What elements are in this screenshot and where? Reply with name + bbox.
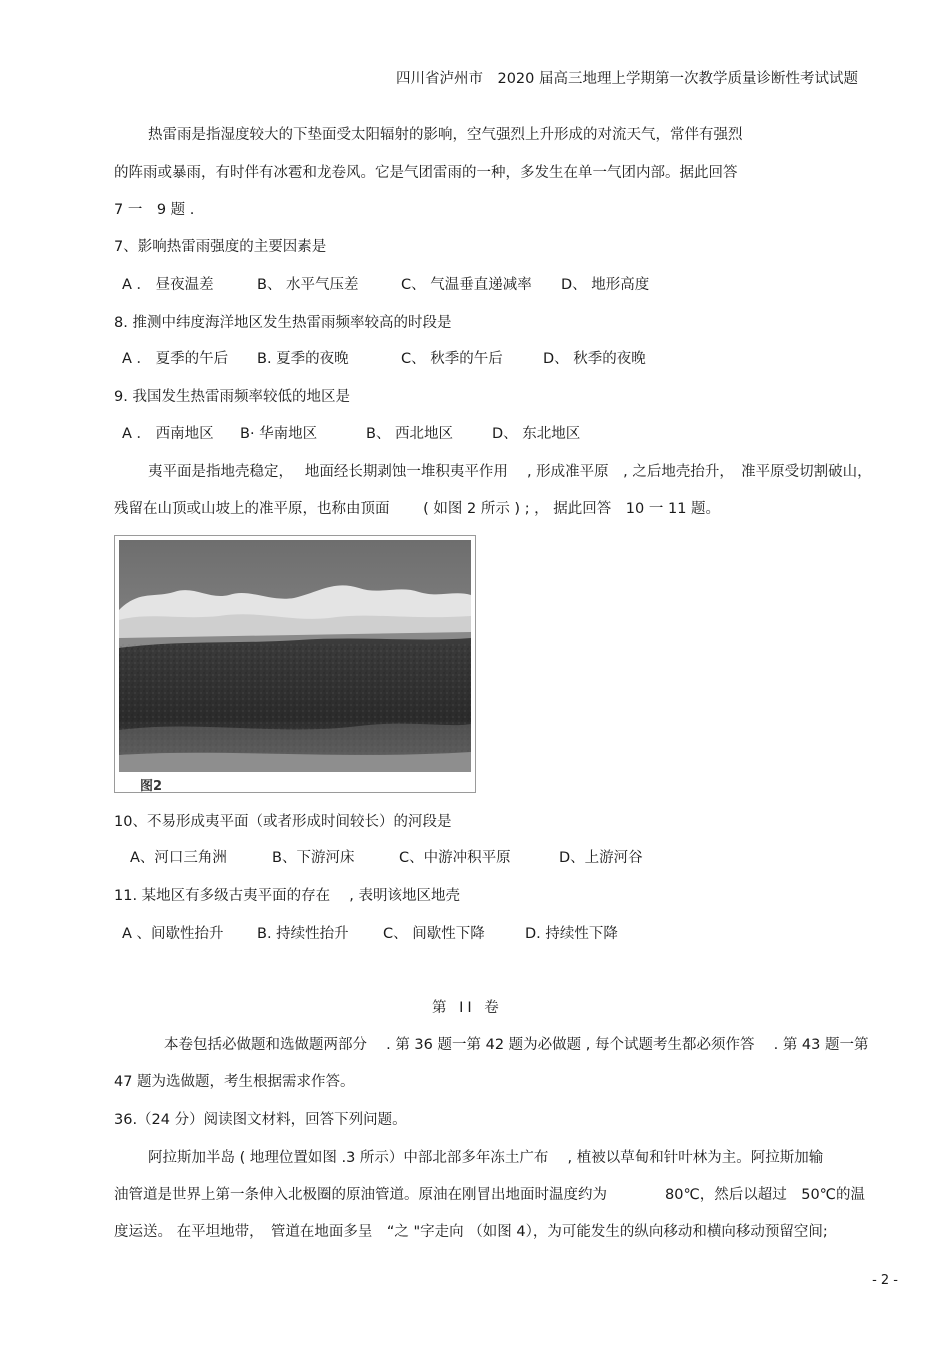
question-36-line-3: 度运送。 在平坦地带， 管道在地面多呈 “之 "字走向 （如图 4），为可能发生的纵向移动和横向移动预留空间;	[114, 1224, 828, 1240]
question-11-option-a: A 、间歇性抬升	[122, 926, 224, 942]
question-9-option-b: B· 华南地区	[240, 426, 318, 442]
passage-1-line-1: 热雷雨是指湿度较大的下垫面受太阳辐射的影响，空气强烈上升形成的对流天气，常伴有强烈	[148, 127, 743, 143]
section-2-intro-line-2: 47 题为选做题，考生根据需求作答。	[114, 1074, 355, 1090]
page-header: 四川省泸州市 2020 届高三地理上学期第一次教学质量诊断性考试试题	[395, 71, 858, 87]
question-10-option-a: A、河口三角洲	[130, 850, 227, 866]
section-2-title: 第 II 卷	[432, 1000, 503, 1016]
passage-2-line-1: 夷平面是指地壳稳定， 地面经长期剥蚀一堆积夷平作用 , 形成准平原 , 之后地壳抬升， 准平原受切割破山，	[148, 464, 872, 480]
question-7-option-d: D、 地形高度	[561, 277, 650, 293]
question-11-option-b: B. 持续性抬升	[257, 926, 349, 942]
question-8-options	[122, 352, 646, 367]
page-number: - 2 -	[872, 1273, 898, 1288]
question-7-stem: 7、影响热雷雨强度的主要因素是	[114, 239, 327, 255]
question-8-option-c: C、 秋季的午后	[401, 351, 503, 367]
question-36-line-1: 阿拉斯加半岛 ( 地理位置如图 .3 所示）中部北部多年冻土广布 , 植被以草甸和针叶林为主。阿拉斯加输	[148, 1150, 824, 1166]
question-10-options	[130, 851, 643, 866]
question-11-option-c: C、 间歇性下降	[383, 926, 485, 942]
question-9-option-a: A ． 西南地区	[122, 426, 214, 442]
planation-surface-landscape-image	[119, 540, 471, 772]
figure-2-caption: 图2	[140, 779, 163, 794]
question-9-option-c: B、 西北地区	[366, 426, 454, 442]
question-9-stem: 9. 我国发生热雷雨频率较低的地区是	[114, 389, 350, 405]
question-11-stem: 11. 某地区有多级古夷平面的存在 , 表明该地区地壳	[114, 888, 460, 904]
passage-1-line-2: 的阵雨或暴雨，有时伴有冰雹和龙卷风。它是气团雷雨的一种，多发生在单一气团内部。据此回答	[114, 165, 738, 181]
question-8-option-a: A ． 夏季的午后	[122, 351, 229, 367]
question-11-options	[122, 927, 618, 942]
question-10-stem: 10、不易形成夷平面（或者形成时间较长）的河段是	[114, 814, 452, 830]
question-7-option-a: A ． 昼夜温差	[122, 277, 214, 293]
passage-1-line-3: 7 一 9 题 .	[114, 202, 195, 218]
question-7-options	[122, 278, 649, 293]
question-8-option-b: B. 夏季的夜晚	[257, 351, 349, 367]
question-10-option-c: C、中游冲积平原	[399, 850, 511, 866]
passage-2-line-2: 残留在山顶或山坡上的准平原，也称由顶面 ( 如图 2 所示 ) ; ， 据此回答 10 一 11 题。	[114, 501, 721, 517]
question-10-option-b: B、下游河床	[272, 850, 355, 866]
question-8-option-d: D、 秋季的夜晚	[543, 351, 646, 367]
figure-2-photo	[114, 535, 476, 793]
question-7-option-c: C、 气温垂直递减率	[401, 277, 532, 293]
question-8-stem: 8. 推测中纬度海洋地区发生热雷雨频率较高的时段是	[114, 315, 452, 331]
question-7-option-b: B、 水平气压差	[257, 277, 359, 293]
question-11-option-d: D. 持续性下降	[525, 926, 618, 942]
question-9-options	[122, 427, 580, 442]
question-36-stem: 36.（24 分）阅读图文材料，回答下列问题。	[114, 1112, 407, 1128]
section-2-intro-line-1: 本卷包括必做题和选做题两部分 . 第 36 题一第 42 题为必做题 , 每个试题考生都必须作答 . 第 43 题一第	[164, 1037, 869, 1053]
question-10-option-d: D、上游河谷	[559, 850, 643, 866]
question-36-line-2: 油管道是世界上第一条伸入北极圈的原油管道。原油在刚冒出地面时温度约为 80℃，然后以超过 50℃的温	[114, 1187, 865, 1203]
question-9-option-d: D、 东北地区	[492, 426, 581, 442]
